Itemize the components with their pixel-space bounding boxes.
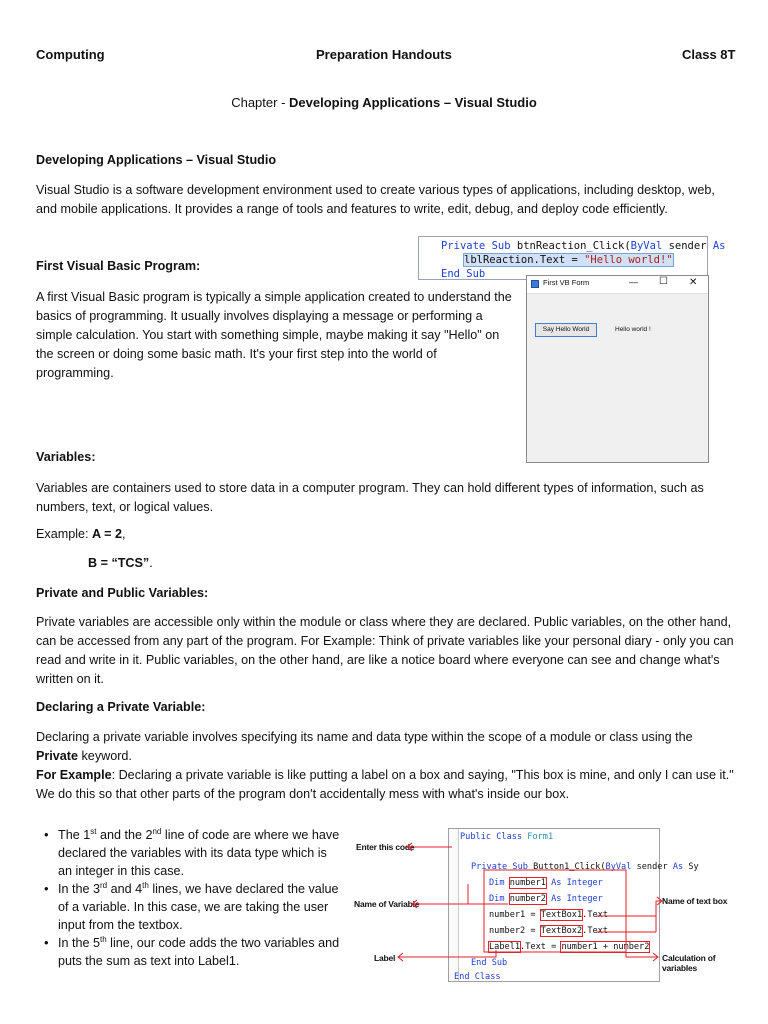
arrow-variable-name [412,884,468,904]
section-body-variables: Variables are containers used to store data in a computer program. They can hold different types of information, such as numbers, text, or logical values. [36,481,704,514]
example-prefix: Example: [36,527,92,541]
annotation-label: Label [374,953,396,963]
annotated-code-diagram [350,826,740,986]
annotation-enter-code: Enter this code [356,842,415,852]
section-heading-private-public: Private and Public Variables: [36,586,209,600]
arrow-calculation [626,948,658,957]
vb-form-window [526,275,709,463]
code2-line-3: Dim number1 As Integer [489,878,603,888]
section-heading-declaring: Declaring a Private Variable: [36,700,206,714]
list-item: • The 1st and the 2nd line of code are where we have declared the variables with its data type which is an integer in this case. [38,826,340,880]
code2-line-5: number1 = TextBox1.Text [489,910,609,920]
code2-line-1: Public Class Form1 [460,832,554,842]
arrow-label [398,950,496,957]
code2-line-9: End Class [454,972,501,982]
section-body-visual-studio: Visual Studio is a software development environment used to create various types of applications, including desktop, web, and mobile applications. It provides a range of tools and features to write, edit, debug, and deploy code efficiently. [36,183,715,216]
close-icon[interactable]: ✕ [689,277,698,288]
header-class: Class 8T [682,47,736,62]
code2-line-4: Dim number2 As Integer [489,894,603,904]
code-line-2: lblReaction.Text = "Hello world!" [464,254,673,266]
code2-line-6: number2 = TextBox2.Text [489,926,609,936]
header-title: Preparation Handouts [316,47,452,62]
example-end: . [149,556,153,570]
chapter-line [0,95,768,110]
list-item: • In the 5th line, our code adds the two variables and puts the sum as text into Label1. [38,934,340,970]
code2-line-7: Label1.Text = number1 + number2 [489,942,650,952]
code-snippet-reaction [418,236,726,280]
example-a: A = 2 [92,527,122,541]
section-body-declaring: Declaring a private variable involves specifying its name and data type within the scope of a module or class using the Private keyword. For Example: Declaring a private variable is like putting a label on a box and saying, "This box is mine, and only I can use it." We do this so that other parts of the program don't accidentally mess with what's inside our box. [36,730,734,801]
example-line-a [36,527,125,541]
code2-line-2: Private Sub Button1_Click(ByVal sender As Sy [471,862,699,872]
section-heading-variables: Variables: [36,450,96,464]
annotation-textbox: Name of text box [662,896,728,906]
code-line-1: Private Sub btnReaction_Click(ByVal sender As [441,240,726,252]
form-title: First VB Form [543,278,590,287]
chapter-prefix: Chapter - [231,95,290,110]
section-body-first-program: A first Visual Basic program is typically a simple application created to understand the basics of programming. It usually involves displaying a message or performing a simple calculation. You start with something simple, maybe making it say "Hello" on the screen or doing some basic math. It's your first step into the world of programming. [36,290,512,380]
annotation-arrows [350,826,740,986]
minimize-icon[interactable]: — [629,277,638,287]
list-item: • In the 3rd and 4th lines, we have declared the value of a variable. In this case, we are taking the user input from the textbox. [38,880,340,934]
maximize-icon[interactable]: ☐ [659,276,668,287]
say-hello-button[interactable]: Say Hello World [535,323,597,337]
hello-label: Hello world ! [615,326,651,333]
annotation-variable-name: Name of Variable [354,899,420,909]
example-b: B = “TCS” [88,556,150,570]
form-title-bar [527,276,708,294]
header-subject: Computing [36,47,105,62]
explanation-list [38,826,340,970]
section-heading-visual-studio: Developing Applications – Visual Studio [36,153,277,167]
example-line-b [88,556,153,570]
example-sep: , [121,527,126,541]
section-heading-first-program: First Visual Basic Program: [36,259,201,273]
chapter-title: Developing Applications – Visual Studio [289,95,537,110]
code2-line-8: End Sub [471,958,508,968]
arrow-textbox [596,901,662,916]
form-app-icon [531,280,539,288]
highlight-box [484,870,626,952]
annotation-calculation: Calculation of variables [662,953,716,973]
section-body-private-public: Private variables are accessible only within the module or class where they are declared. Public variables, on the other hand, can be accessed from any part of the program. For Example: Think of private variables like your personal diary - only you can read and write in it. Public variables, on the other hand, are like a notice board where everyone can see and change what's written on it. [36,615,734,686]
code-line-3: End Sub [441,268,486,280]
